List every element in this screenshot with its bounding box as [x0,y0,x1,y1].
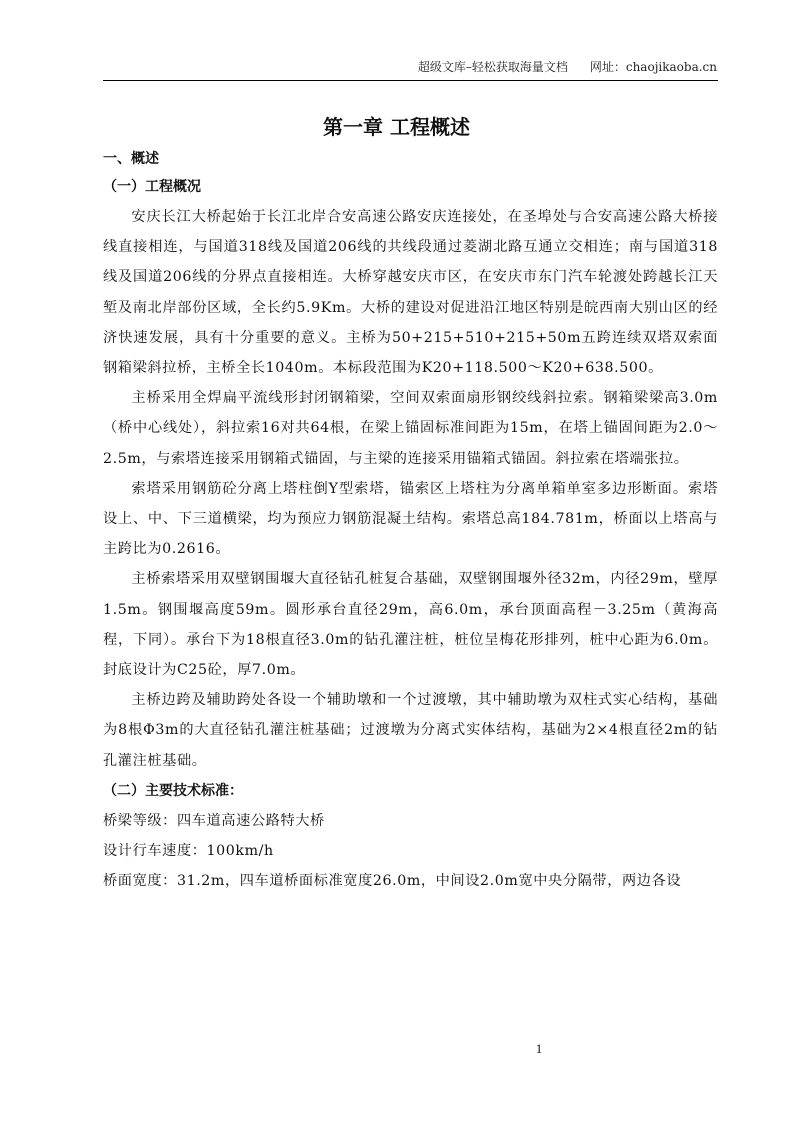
paragraph-piers: 主桥边跨及辅助跨处各设一个辅助墩和一个过渡墩，其中辅助墩为双柱式实心结构，基础为8根Φ3m的大直径钻孔灌注桩基础；过渡墩为分离式实体结构，基础为2×4根直径2m的钻孔灌注桩基础。 [103,692,718,769]
header-site-name: 超级文库–轻松获取海量文档 [417,60,568,74]
section-heading-overview: 一、概述 [103,151,159,167]
paragraph-tower-foundation: 主桥索塔采用双壁钢围堰大直径钻孔桩复合基础，双壁钢围堰外径32m，内径29m，壁厚1.5m。钢围堰高度59m。圆形承台直径29m，高6.0m，承台顶面高程－3.25m（黄海高程，下同）。承台下为18根直径3.0m的钻孔灌注桩，桩位呈梅花形排列，桩中心距为6.0m。封底设计为C25砼，厚7.0m。 [103,571,718,679]
document-body [103,146,718,896]
paragraph-steel-box-girder: 主桥采用全焊扁平流线形封闭钢箱梁，空间双索面扇形钢绞线斜拉索。钢箱梁梁高3.0m（桥中心线处），斜拉索16对共64根，在梁上锚固标准间距为15m，在塔上锚固间距为2.0～2.5m，与索塔连接采用钢箱式锚固，与主梁的连接采用锚箱式锚固。斜拉索在塔端张拉。 [103,390,718,467]
subsection-heading-project-overview: （一）工程概况 [103,179,201,195]
header-url: 网址：chaojikaoba.cn [589,60,717,74]
subsection-heading-technical-standards: （二）主要技术标准： [103,782,243,799]
paragraph-cable-tower: 索塔采用钢筋砼分离上塔柱倒Y型索塔，锚索区上塔柱为分离单箱单室多边形断面。索塔设上、中、下三道横梁，均为预应力钢筋混凝土结构。索塔总高184.781m，桥面以上塔高与主跨比为0.2616。 [103,480,718,558]
header-divider [103,80,718,81]
standard-bridge-grade: 桥梁等级：四车道高速公路特大桥 [103,812,325,829]
page-number: 1 [535,1041,543,1056]
chapter-title: 第一章 工程概述 [323,115,470,139]
paragraph-bridge-intro: 安庆长江大桥起始于长江北岸合安高速公路安庆连接处，在圣埠处与合安高速公路大桥接线直接相连，与国道318线及国道206线的共线段通过菱湖北路互通立交相连；南与国道318线及国道206线的分界点直接相连。大桥穿越安庆市区，在安庆市东门汽车轮渡处跨越长江天堑及南北岸部份区域，全长约5.9Km。大桥的建设对促进沿江地区特别是皖西南大别山区的经济快速发展，具有十分重要的意义。主桥为50+215+510+215+50m五跨连续双塔双索面钢箱梁斜拉桥，主桥全长1040m。本标段范围为K20+118.500～K20+638.500。 [103,209,718,377]
standard-deck-width: 桥面宽度：31.2m，四车道桥面标准宽度26.0m，中间设2.0m宽中央分隔带，两边各设 [103,873,682,890]
page-header [418,58,717,75]
standard-design-speed: 设计行车速度：100km/h [103,843,274,860]
